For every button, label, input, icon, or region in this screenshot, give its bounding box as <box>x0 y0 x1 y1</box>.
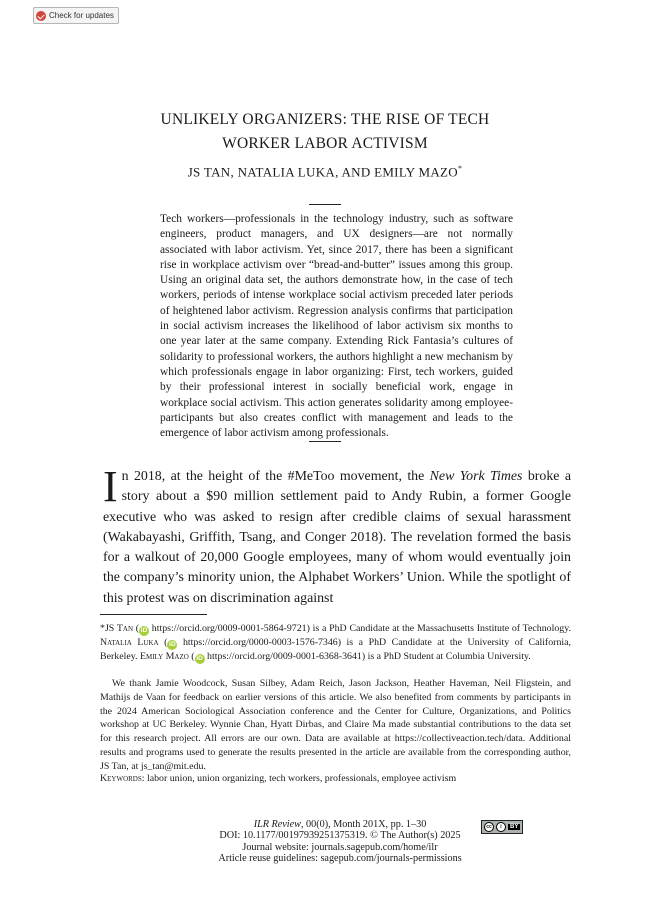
abstract-bottom-rule <box>309 441 341 442</box>
footnote-author-name-3: Emily Mazo <box>139 651 189 662</box>
footnote-authors <box>100 622 571 664</box>
keywords <box>100 773 456 784</box>
journal-info <box>180 819 500 865</box>
title-line-2: WORKER LABOR ACTIVISM <box>222 135 428 152</box>
footnote-text-1: https://orcid.org/0009-0001-5864-9721) is a PhD Candidate at the Massachusetts Institute of Technology. <box>149 623 571 634</box>
footnote-mark: * <box>100 623 105 634</box>
keywords-label: Keywords <box>100 773 142 784</box>
abstract: Tech workers—professionals in the technology industry, such as software engineers, product managers, and UX designers—are not normally associated with labor activism. Yet, since 2017, there has been a significant rise in workplace activism over “bread-and-butter” issues among this group. Using an original data set, the authors demonstrate how, in the case of tech workers, periods of intense workplace social activism preceded later periods of heightened labor activism. Regression analysis confirms that participation in social activism increases the likelihood of labor activism six months to one year later at the same company. Extending Rick Fantasia’s cultures of solidarity to professional workers, the authors highlight a new mechanism by which professionals engage in labor organizing: First, tech workers, guided by their professional interest in socially beneficial work, engage in workplace social activism. This action generates solidarity among employee-participants but also creates conflict with management and leads to the emergence of labor activism among professionals. <box>160 213 513 440</box>
footnote-paren-2: ( <box>158 637 168 648</box>
cc-by-license-badge[interactable] <box>481 820 523 834</box>
abstract-top-rule <box>309 204 341 205</box>
journal-website: Journal website: journals.sagepub.com/home/ilr <box>242 841 438 853</box>
title-line-1: UNLIKELY ORGANIZERS: THE RISE OF TECH <box>160 111 490 128</box>
orcid-icon[interactable]: iD <box>140 627 148 634</box>
journal-issue: , 00(0), Month 201X, pp. 1–30 <box>300 819 427 830</box>
journal-doi: DOI: 10.1177/00197939251375319. © The Author(s) 2025 <box>219 830 461 842</box>
journal-name: ILR Review <box>253 819 301 830</box>
footnote-text-2: https://orcid.org/0000-0003-1576-7346) is a PhD Candidate at the University of California, Berkeley. <box>100 637 571 662</box>
body-text-b: broke a story about a $90 million settlement paid to Andy Rubin, a former Google executive who was asked to resign after credible claims of sexual harassment (Wakabayashi, Griffith, Tsang, and Conger 2018). The revelation formed the basis for a walkout of 20,000 Google employees, many of whom would eventually join the company’s minority union, the Alphabet Workers’ Union. While the spotlight of this protest was on discrimination against <box>103 469 571 606</box>
attribution-icon: i <box>496 822 506 832</box>
keywords-values: : labor union, union organizing, tech workers, professionals, employee activism <box>141 773 457 784</box>
body-italic-title: New York Times <box>429 469 523 484</box>
article-title <box>0 108 650 156</box>
body-text <box>103 462 571 609</box>
author-names: JS TAN, NATALIA LUKA, AND EMILY MAZO <box>187 164 458 180</box>
body-text-a: n 2018, at the height of the #MeToo movement, the <box>121 469 430 484</box>
author-footnote-mark: * <box>458 164 463 173</box>
orcid-icon[interactable]: iD <box>169 641 176 648</box>
creative-commons-icon: cc <box>484 822 494 832</box>
footnote-acknowledgments: We thank Jamie Woodcock, Susan Silbey, Adam Reich, Jason Jackson, Heather Haveman, Neil Fligstein, and Mathijs de Vaan for feedback on earlier versions of this article. We also benefited from comments by participants in the 2024 American Sociological Association conference and the Center for Culture, Organizations, and Politics workshop at UC Berkeley. Wynnie Chan, Hyatt Dirbas, and Claire Ma made substantial contributions to the data set for this research project. All errors are our own. Data are available at https://collectiveaction.tech/data. Additional results and programs used to generate the results presented in the article are available from the corresponding author, JS Tan, at js_tan@mit.edu. <box>100 678 571 772</box>
orcid-icon[interactable]: iD <box>196 655 203 662</box>
footnote-rule <box>100 614 207 615</box>
footnote-paren-3: ( <box>188 651 195 662</box>
check-for-updates-badge[interactable] <box>33 7 119 24</box>
journal-citation <box>180 819 500 830</box>
cc-by-label: BY <box>510 824 519 830</box>
journal-reuse: Article reuse guidelines: sagepub.com/journals-permissions <box>218 853 462 865</box>
badge-label: Check for updates <box>49 11 114 20</box>
footnote-text-3: https://orcid.org/0009-0001-6368-3641) is a PhD Student at Columbia University. <box>204 651 531 662</box>
footnote-author-name-1: JS Tan <box>104 623 133 634</box>
footnote-author-name-2: Natalia Luka <box>100 637 159 648</box>
check-updates-icon <box>36 11 46 21</box>
footnote-paren-1: ( <box>133 623 140 634</box>
author-list <box>0 164 650 180</box>
drop-cap: I <box>103 462 118 511</box>
